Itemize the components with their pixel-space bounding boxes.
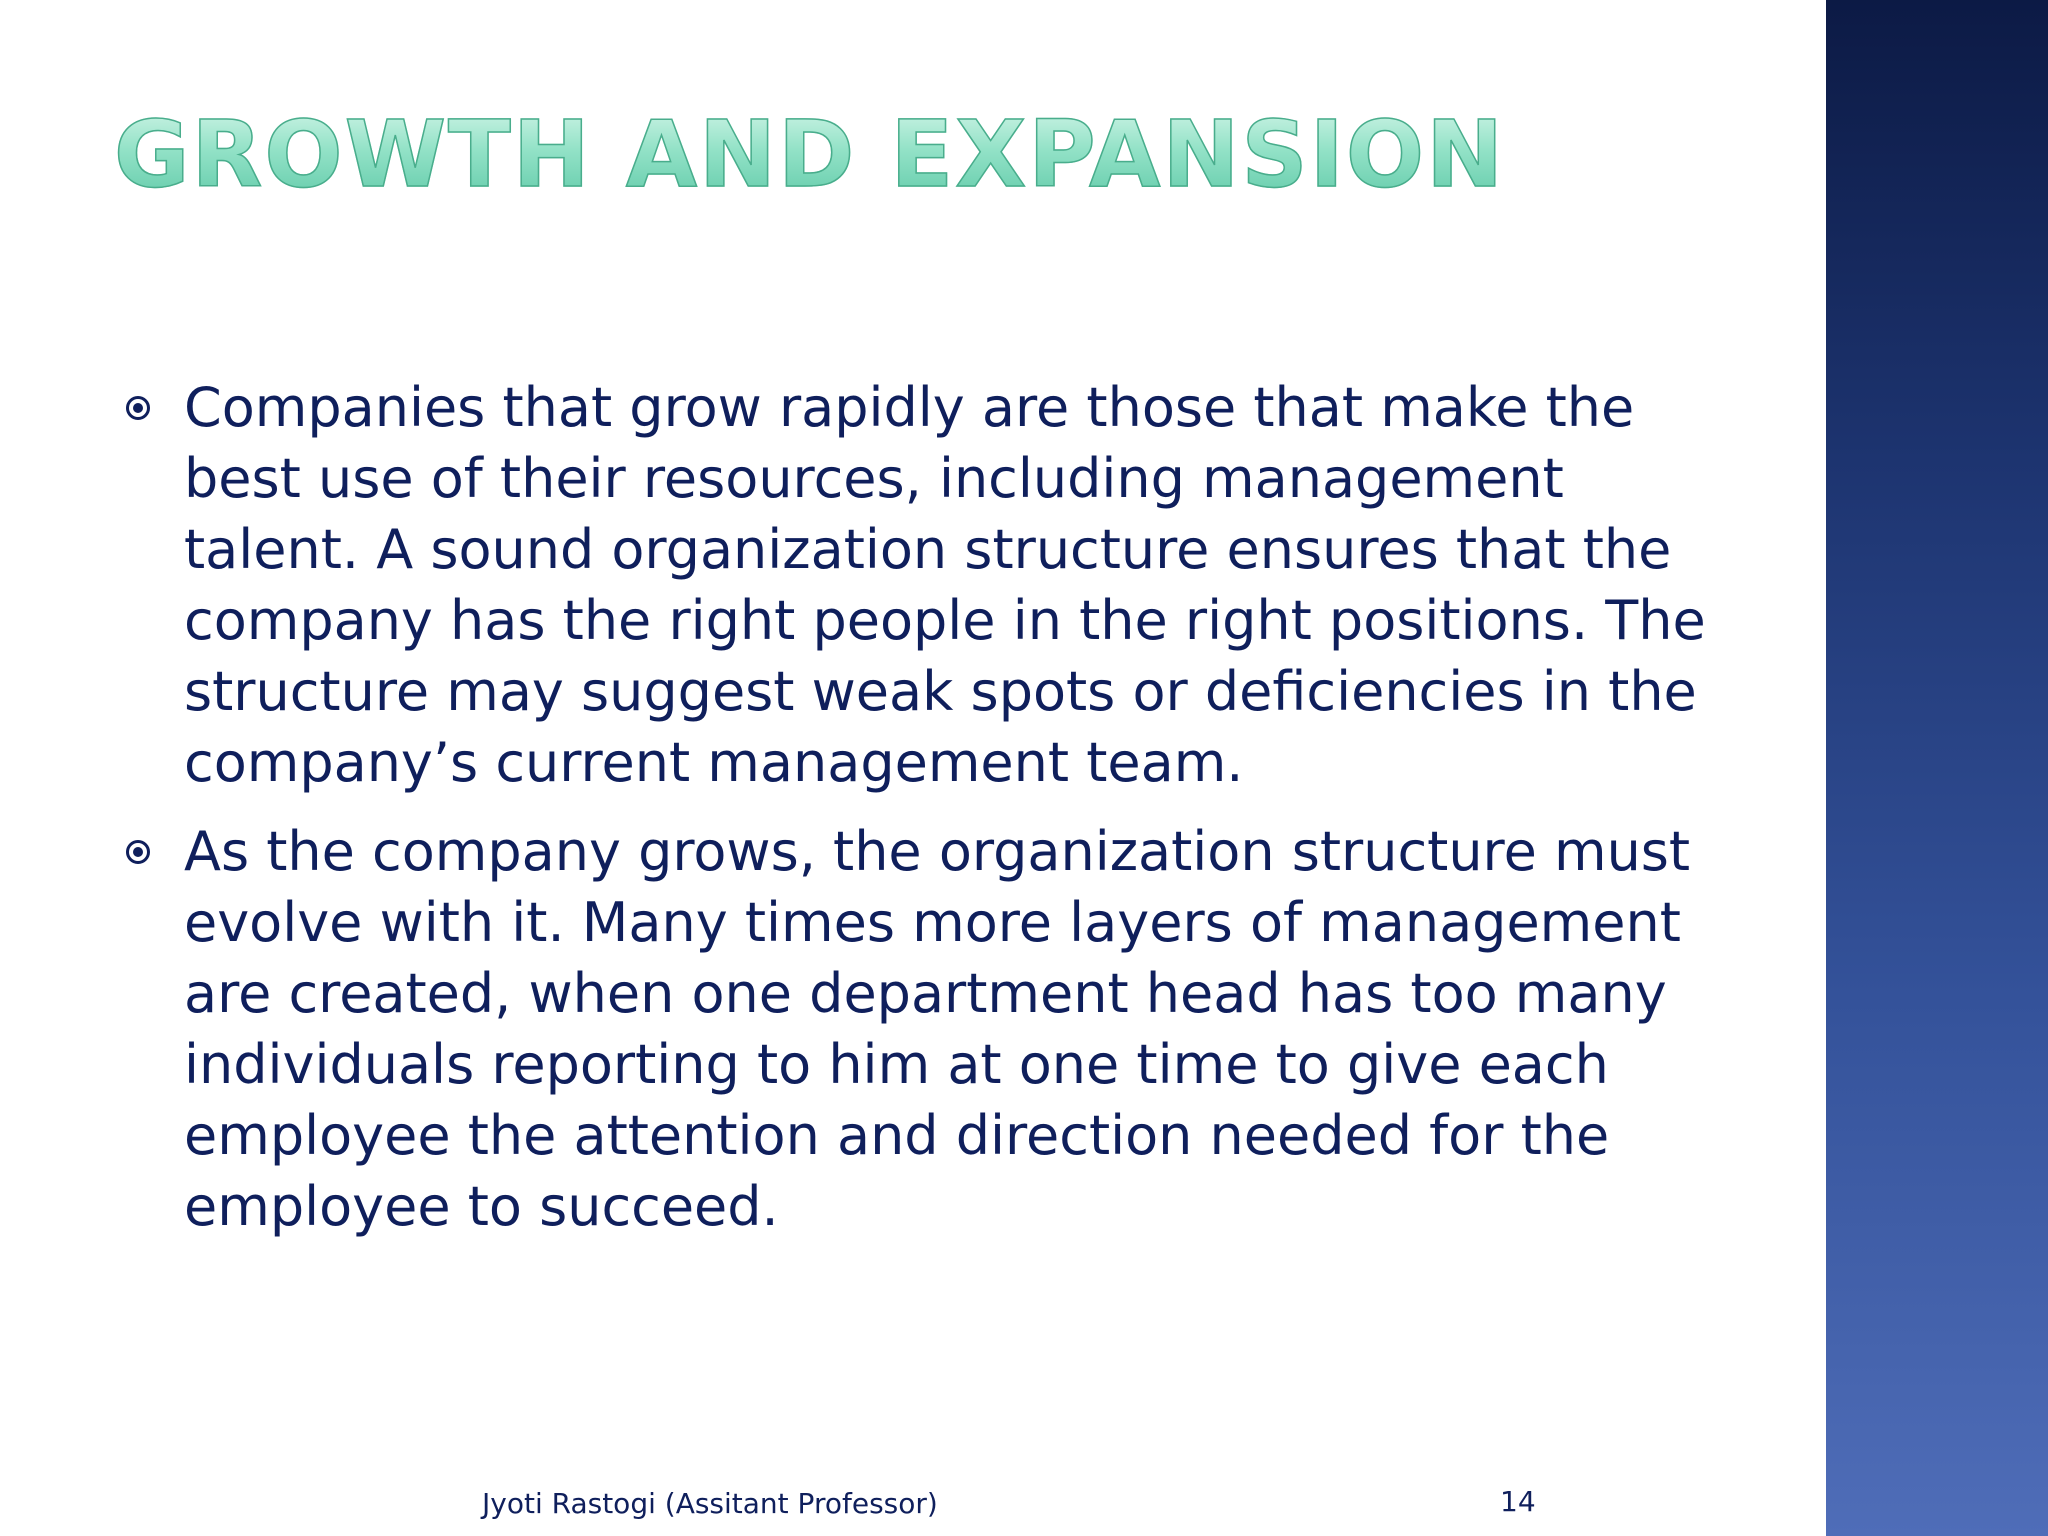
footer-author: Jyoti Rastogi (Assitant Professor) (482, 1487, 938, 1520)
decorative-side-band (1826, 0, 2048, 1536)
bullet-list (120, 372, 1710, 1260)
slide-title: GROWTH AND EXPANSION (114, 101, 1506, 208)
bullet-item (120, 372, 1710, 798)
bullet-text: As the company grows, the organization structure must evolve with it. Many times more layers of management are created, when one department head has too many individuals reporting to him at one time to give each employee the attention and direction needed for the employee to succeed. (184, 820, 1691, 1238)
circled-dot-bullet-icon (126, 396, 150, 420)
circled-dot-bullet-icon (126, 840, 150, 864)
bullet-text: Companies that grow rapidly are those that make the best use of their resources, including management talent. A sound organization structure ensures that the company has the right people in the right positions. The structure may suggest weak spots or deficiencies in the company’s current management team. (184, 376, 1706, 794)
bullet-item (120, 816, 1710, 1242)
page-number: 14 (1500, 1485, 1536, 1518)
